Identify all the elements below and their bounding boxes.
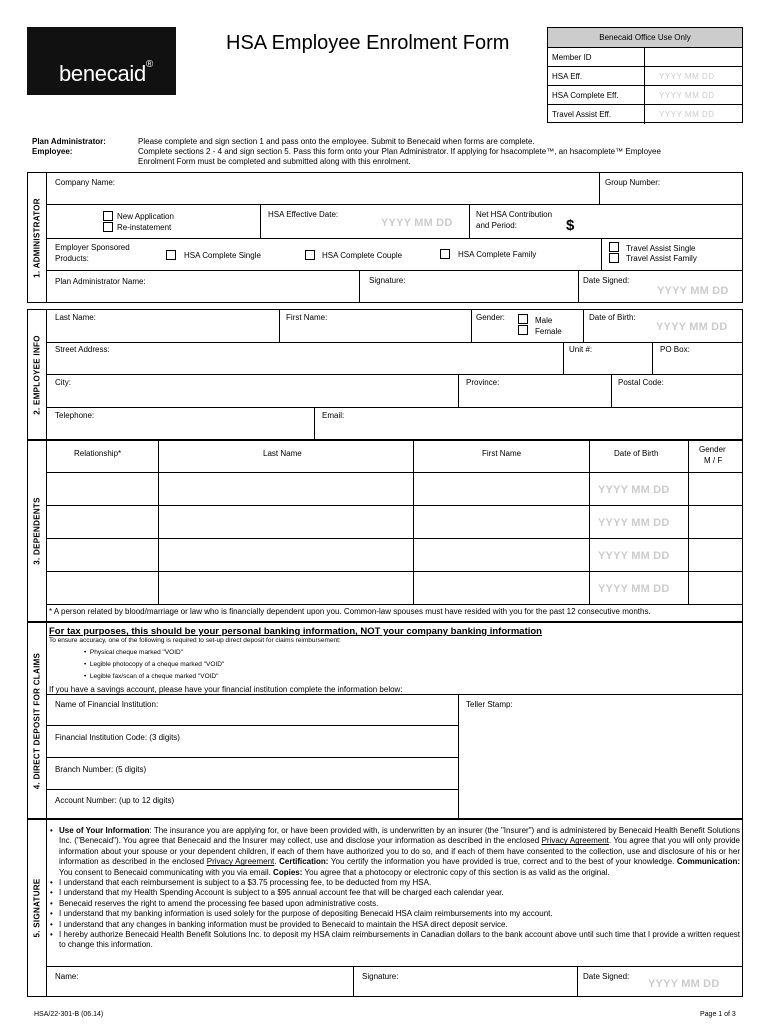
office-use-title: Benecaid Office Use Only: [548, 28, 742, 48]
dep-dob-header: Date of Birth: [614, 449, 659, 458]
new-application-checkbox[interactable]: [103, 211, 113, 221]
company-name-label: Company Name:: [55, 178, 116, 187]
fin-inst-code-label: Financial Institution Code: (3 digits): [55, 733, 180, 742]
province-label: Province:: [466, 378, 500, 387]
form-title: HSA Employee Enrolment Form: [226, 32, 510, 54]
po-box-label: PO Box:: [660, 345, 690, 354]
travel-assist-single-checkbox[interactable]: [609, 242, 619, 252]
teller-stamp-label: Teller Stamp:: [466, 700, 513, 709]
dep-first-name-header: First Name: [482, 449, 522, 458]
employer-sponsored-label-2: Products:: [55, 254, 89, 263]
unit-label: Unit #:: [569, 345, 593, 354]
dep-last-name-header: Last Name: [263, 449, 302, 458]
privacy-agreement-link[interactable]: Privacy Agreement: [541, 836, 609, 846]
accuracy-note: To ensure accuracy, one of the following is required to set-up direct deposit for claims reimbursement:: [49, 637, 341, 644]
office-row: HSA Eff. YYYY MM DD: [548, 67, 742, 86]
benecaid-logo: [27, 27, 176, 95]
date-of-birth-label: Date of Birth:: [589, 313, 636, 322]
hsa-complete-family-label: HSA Complete Family: [458, 250, 537, 259]
date-of-birth-input[interactable]: YYYY MM DD: [656, 321, 728, 333]
hsa-complete-family-checkbox[interactable]: [440, 249, 450, 259]
email-label: Email:: [322, 411, 345, 420]
employee-name-label: Name:: [55, 972, 79, 981]
employer-sponsored-label-1: Employer Sponsored: [55, 243, 130, 252]
form-code: HSA/22-301-B (06.14): [34, 1011, 104, 1018]
office-row: Travel Assist Eff. YYYY MM DD: [548, 105, 742, 124]
dep-gender-header: Gender: [699, 445, 726, 454]
employee-signature-label: Signature:: [362, 972, 399, 981]
page-number: Page 1 of 3: [700, 1011, 736, 1018]
hsa-complete-couple-checkbox[interactable]: [305, 250, 315, 260]
travel-assist-family-checkbox[interactable]: [609, 253, 619, 263]
street-address-label: Street Address:: [55, 345, 110, 354]
dep-gender-mf-header: M / F: [704, 456, 723, 465]
privacy-agreement-link[interactable]: Privacy Agreement: [206, 857, 275, 867]
net-hsa-label-2: and Period:: [476, 221, 517, 230]
admin-date-signed-label: Date Signed:: [583, 276, 630, 285]
dollar-sign: $: [566, 217, 575, 234]
section-1-tab: 1. ADMINISTRATOR: [27, 172, 47, 303]
dep-dob-input[interactable]: YYYY MM DD: [598, 550, 670, 562]
employee-date-signed-input[interactable]: YYYY MM DD: [648, 978, 720, 990]
section-4-tab: 4. DIRECT DEPOSIT FOR CLAIMS: [27, 622, 47, 819]
office-row: Member ID: [548, 48, 742, 67]
reinstatement-label: Re-instatement: [117, 223, 172, 232]
travel-assist-single-label: Travel Assist Single: [626, 244, 696, 253]
banking-heading: For tax purposes, this should be your personal banking information, NOT your company banking information: [49, 626, 542, 637]
fin-inst-name-label: Name of Financial Institution:: [55, 700, 159, 709]
hsa-complete-single-label: HSA Complete Single: [184, 251, 261, 260]
hsa-effective-date-label: HSA Effective Date:: [268, 210, 339, 219]
gender-label: Gender:: [476, 313, 505, 322]
city-label: City:: [55, 378, 71, 387]
use-of-information: • Use of Your Information: The insurance you are applying for, or have been provided with, is underwritten by an insurer (the "Insurer") and is administered by Benecaid Health Benefit Solutions Inc. ("Benecaid"). You agree that Benecaid and the Insurer may collect, use and disclose your information as described in the enclosed Privacy Agreement. You agree that you will only provide information about your spouse or your dependent children, if each of them have authorized you to do so, and if each of them have consented to the collection, use and disclosure of his or her information as described in the enclosed Privacy Agreement. Certification: You certify the information you have provided is true, correct and to the best of your knowledge. Communication: You consent to Benecaid communicating with you via email. Copies: You agree that a photocopy or electronic copy of this section is as valid as the original.: [50, 826, 740, 878]
savings-note: If you have a savings account, please have your financial institution complete the information below:: [49, 685, 403, 694]
admin-date-signed-input[interactable]: YYYY MM DD: [657, 285, 729, 297]
employee-date-signed-label: Date Signed:: [583, 972, 630, 981]
terms-bullet: • I understand that my Health Spending Account is subject to a $95 annual account fee that will be charged each calendar year.: [50, 888, 740, 898]
office-row: HSA Complete Eff. YYYY MM DD: [548, 86, 742, 105]
terms-bullet: • I hereby authorize Benecaid Health Benefit Solutions Inc. to deposit my HSA claim reimbursements in Canadian dollars to the bank account above until such time that I provide a written request to change this information.: [50, 930, 740, 951]
female-label: Female: [535, 327, 562, 336]
registered-mark: ®: [145, 59, 153, 70]
section-5-tab: 5. SIGNATURE: [27, 819, 47, 997]
dep-dob-input[interactable]: YYYY MM DD: [598, 517, 670, 529]
group-number-label: Group Number:: [605, 178, 661, 187]
office-use-box: [547, 27, 743, 123]
male-label: Male: [535, 316, 553, 325]
new-application-label: New Application: [117, 212, 174, 221]
section-3-tab: 3. DEPENDENTS: [27, 440, 47, 622]
postal-code-label: Postal Code:: [618, 378, 664, 387]
cheque-option: • Legible photocopy of a cheque marked "VOID": [84, 661, 225, 668]
dependents-footnote: * A person related by blood/marriage or law who is financially dependent upon you. Common-law spouses must have resided with you for the past 12 consecutive months.: [49, 607, 651, 616]
branch-number-label: Branch Number: (5 digits): [55, 765, 147, 774]
account-number-label: Account Number: (up to 12 digits): [55, 796, 175, 805]
dep-dob-input[interactable]: YYYY MM DD: [598, 484, 670, 496]
terms-bullet: • I understand that any changes in banking information must be provided to Benecaid to maintain the HSA direct deposit service.: [50, 920, 740, 930]
hsa-effective-date-input[interactable]: YYYY MM DD: [381, 217, 453, 229]
plan-admin-name-label: Plan Administrator Name:: [55, 277, 146, 286]
dep-relationship-header: Relationship*: [74, 449, 122, 458]
travel-assist-family-label: Travel Assist Family: [626, 254, 697, 263]
telephone-label: Telephone:: [55, 411, 95, 420]
female-checkbox[interactable]: [518, 325, 528, 335]
signature-terms: [50, 826, 740, 951]
terms-bullet: • Benecaid reserves the right to amend the processing fee based upon administrative costs.: [50, 899, 740, 909]
first-name-label: First Name:: [286, 313, 328, 322]
reinstatement-checkbox[interactable]: [103, 222, 113, 232]
admin-signature-label: Signature:: [369, 276, 406, 285]
hsa-complete-couple-label: HSA Complete Couple: [322, 251, 403, 260]
net-hsa-label-1: Net HSA Contribution: [476, 210, 553, 219]
instructions-text: Please complete and sign section 1 and pass onto the employee. Submit to Benecaid when forms are complete. Complete sections 2 - 4 and sign section 5. Pass this form onto your Plan Administrator. If applying for hsacomplete™, an hsacomplete™ Employee Enrolment Form must be completed and submitted along with this enrolment.: [138, 137, 661, 166]
brand-name: benecaid: [59, 61, 146, 86]
hsa-complete-single-checkbox[interactable]: [166, 250, 176, 260]
dep-dob-input[interactable]: YYYY MM DD: [598, 583, 670, 595]
terms-bullet: • I understand that my banking information is used solely for the purpose of depositing Benecaid HSA claim reimbursements into my account.: [50, 909, 740, 919]
instructions-labels: Plan Administrator: Employee:: [32, 137, 106, 156]
male-checkbox[interactable]: [518, 314, 528, 324]
terms-bullet: • I understand that each reimbursement is subject to a $3.75 processing fee, to be deducted from my HSA.: [50, 878, 740, 888]
cheque-option: • Physical cheque marked "VOID": [84, 649, 184, 656]
cheque-option: • Legible fax/scan of a cheque marked "VOID": [84, 673, 219, 680]
last-name-label: Last Name:: [55, 313, 96, 322]
section-2-tab: 2. EMPLOYEE INFO: [27, 309, 47, 440]
